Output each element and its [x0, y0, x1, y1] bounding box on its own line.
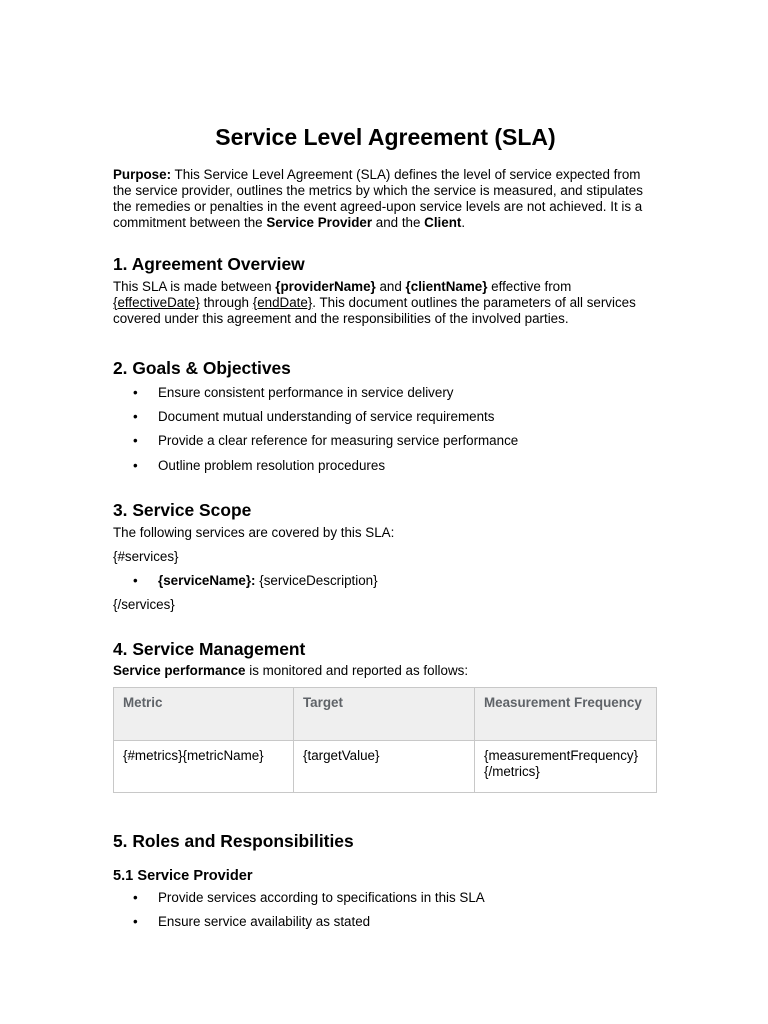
subsection-heading-service-provider: 5.1 Service Provider: [113, 868, 253, 884]
services-loop-start: {#services}: [113, 549, 179, 564]
overview-paragraph: This SLA is made between {providerName} and {clientName} effective from {effectiveDate} through {endDate}. This document outlines the parameters of all services covered under this agreement and the responsibilities of the involved parties.: [113, 279, 636, 326]
section-heading-goals-objectives: 2. Goals & Objectives: [113, 358, 291, 378]
list-item: • Ensure consistent performance in service delivery: [133, 385, 454, 400]
column-header-target: Target: [294, 688, 475, 741]
list-item: • Document mutual understanding of service requirements: [133, 409, 495, 424]
service-provider-term: Service Provider: [266, 215, 373, 230]
table-cell-frequency: {measurementFrequency}{/metrics}: [475, 741, 657, 793]
purpose-paragraph: Purpose: This Service Level Agreement (SLA) defines the level of service expected from the service provider, outlines the metrics by which the service is measured, and stipulates the remedies or penalties in the event agreed-upon service levels are not achieved. It is a commitment between the Service Provider and the Client.: [113, 167, 643, 230]
services-list: [113, 573, 658, 589]
end-date-placeholder: {endDate}: [252, 295, 313, 310]
list-item: • Outline problem resolution procedures: [133, 458, 386, 473]
column-header-metric: Metric: [114, 688, 294, 741]
purpose-label: Purpose:: [113, 167, 172, 182]
table-header-row: [114, 688, 657, 741]
section-heading-agreement-overview: 1. Agreement Overview: [113, 254, 305, 274]
provider-name-placeholder: {providerName}: [275, 279, 376, 294]
bullet-icon: •: [133, 573, 138, 588]
service-description-placeholder: {serviceDescription}: [255, 573, 378, 588]
document-title: Service Level Agreement (SLA): [215, 124, 556, 150]
scope-intro: The following services are covered by this SLA:: [113, 525, 395, 540]
management-intro: Service performance is monitored and reported as follows:: [113, 663, 469, 678]
table-row: [114, 741, 657, 793]
table-cell-target: {targetValue}: [294, 741, 475, 793]
bullet-icon: •: [133, 458, 138, 473]
section-heading-service-management: 4. Service Management: [113, 639, 306, 659]
bullet-icon: •: [133, 409, 138, 424]
goals-list: [113, 385, 658, 474]
document-body: [113, 122, 658, 930]
effective-date-placeholder: {effectiveDate}: [113, 295, 200, 310]
list-item: • Provide services according to specifications in this SLA: [133, 890, 485, 905]
bullet-icon: •: [133, 433, 138, 448]
client-term: Client: [424, 215, 462, 230]
section-heading-roles-responsibilities: 5. Roles and Responsibilities: [113, 831, 354, 851]
client-name-placeholder: {clientName}: [405, 279, 488, 294]
table-cell-metric: {#metrics}{metricName}: [114, 741, 294, 793]
section-heading-service-scope: 3. Service Scope: [113, 500, 252, 520]
list-item: • Ensure service availability as stated: [133, 914, 371, 929]
metrics-table: [113, 687, 657, 793]
services-loop-end: {/services}: [113, 597, 175, 612]
bullet-icon: •: [133, 890, 138, 905]
list-item: • Provide a clear reference for measuring service performance: [133, 433, 519, 448]
provider-responsibilities-list: [113, 890, 658, 930]
bullet-icon: •: [133, 914, 138, 929]
service-name-placeholder: {serviceName}:: [158, 573, 256, 588]
column-header-measurement-frequency: Measurement Frequency: [475, 688, 657, 741]
bullet-icon: •: [133, 385, 138, 400]
list-item: [113, 573, 658, 589]
